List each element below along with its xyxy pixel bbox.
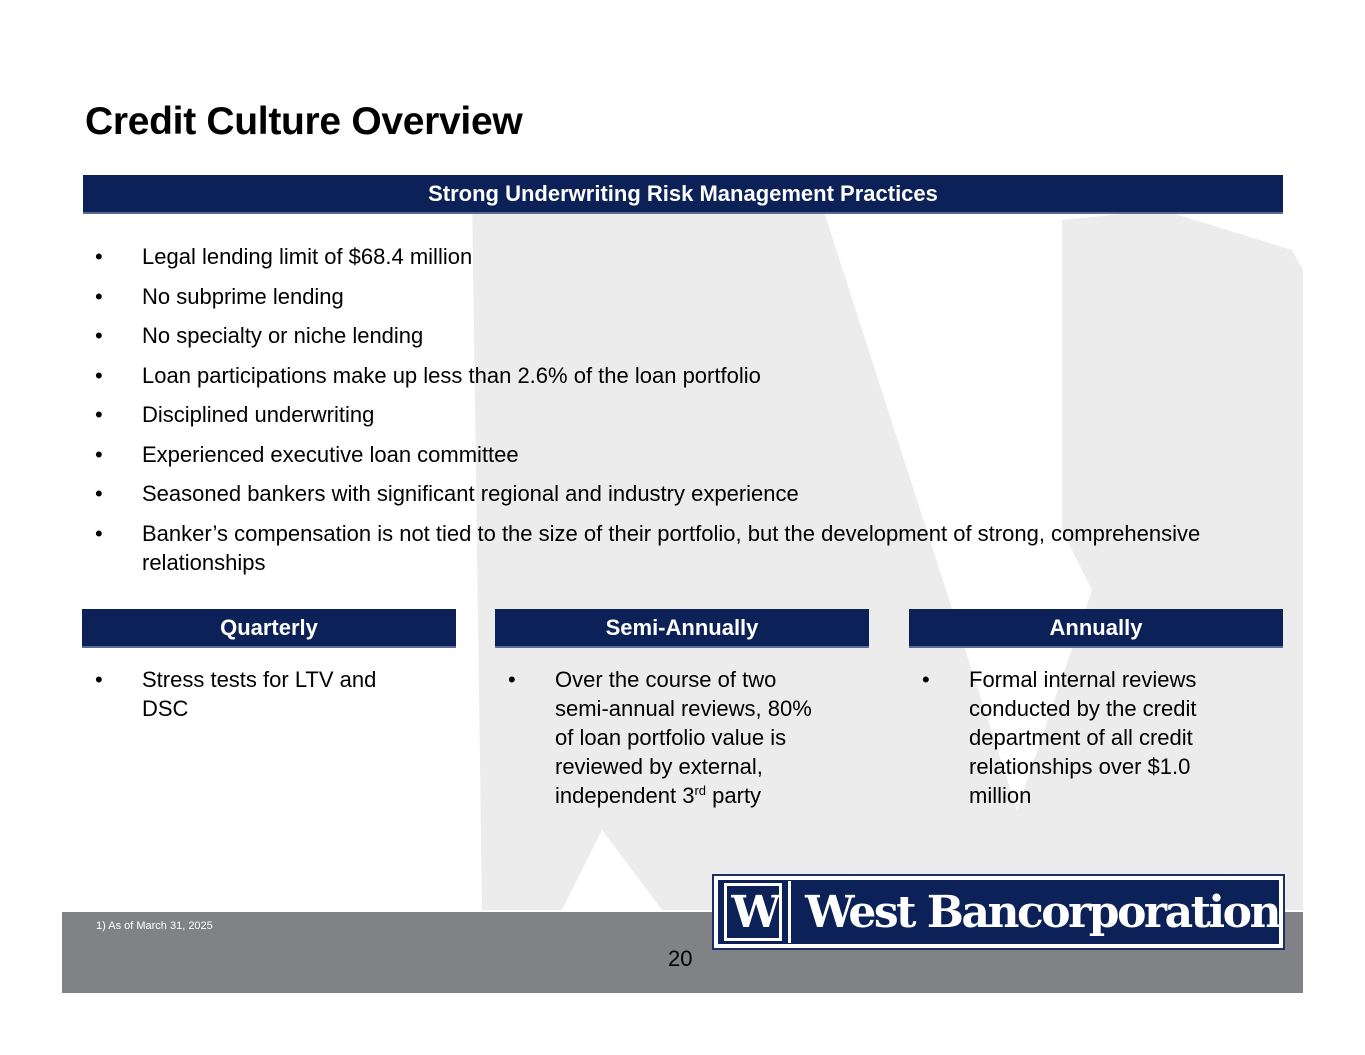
logo-wordmark: West Bancorporation — [805, 886, 1279, 938]
list-item-text: Legal lending limit of $68.4 million — [142, 244, 473, 269]
list-item — [498, 665, 818, 810]
bullet-icon: • — [95, 481, 103, 506]
bullet-icon: • — [95, 323, 103, 348]
quarterly-bullet-list — [85, 665, 415, 723]
west-bancorporation-logo — [712, 874, 1285, 950]
list-item — [85, 282, 1215, 311]
list-item-text: Formal internal reviews conducted by the credit department of all credit relationships over $1.0 million — [969, 667, 1197, 808]
underwriting-bullet-list — [85, 242, 1215, 587]
bullet-icon: • — [95, 441, 103, 467]
list-item — [85, 321, 1215, 350]
column-banner-semi-annually: Semi-Annually — [495, 609, 869, 648]
list-item-text-main: Over the course of two semi-annual reviews, 80% of loan portfolio value is reviewed by external, independent 3 — [555, 667, 812, 808]
bullet-icon: • — [95, 362, 103, 388]
list-item-text: Loan participations make up less than 2.6% of the loan portfolio — [142, 362, 761, 388]
semi-annually-bullet-list — [498, 665, 818, 810]
bullet-icon: • — [95, 667, 103, 692]
logo-w-mark-icon: W — [724, 883, 782, 941]
list-item-text-end: party — [706, 783, 762, 808]
list-item-text: Disciplined underwriting — [142, 402, 375, 427]
footnote: 1) As of March 31, 2025 — [96, 920, 213, 932]
list-item — [85, 400, 1215, 429]
ordinal-suffix: rd — [694, 783, 707, 798]
bullet-icon: • — [922, 667, 930, 692]
column-banner-quarterly: Quarterly — [82, 609, 456, 648]
logo-background — [718, 880, 1279, 944]
list-item-text: No specialty or niche lending — [142, 323, 424, 348]
list-item — [85, 242, 1215, 271]
page-number: 20 — [668, 946, 693, 971]
section-banner-underwriting: Strong Underwriting Risk Management Practices — [83, 175, 1283, 214]
bullet-icon: • — [95, 402, 103, 427]
list-item — [85, 519, 1215, 577]
list-item — [85, 361, 1215, 390]
bullet-icon: • — [508, 667, 516, 692]
list-item-text: Stress tests for LTV and DSC — [142, 667, 377, 721]
list-item-text: No subprime lending — [142, 283, 344, 309]
list-item — [85, 440, 1215, 469]
bullet-icon: • — [95, 520, 103, 546]
logo-divider — [788, 881, 791, 943]
list-item — [85, 479, 1215, 508]
list-item — [85, 665, 415, 723]
list-item-text: Banker’s compensation is not tied to the size of their portfolio, but the development of strong, comprehensive relationships — [142, 520, 1201, 575]
annually-bullet-list — [912, 665, 1232, 810]
column-banner-annually: Annually — [909, 609, 1283, 648]
bullet-icon: • — [95, 244, 103, 269]
list-item-text: Experienced executive loan committee — [142, 441, 519, 467]
list-item-text — [555, 667, 812, 808]
list-item — [912, 665, 1232, 810]
page-title: Credit Culture Overview — [85, 100, 523, 143]
list-item-text: Seasoned bankers with significant regional and industry experience — [142, 481, 799, 506]
bullet-icon: • — [95, 283, 103, 309]
